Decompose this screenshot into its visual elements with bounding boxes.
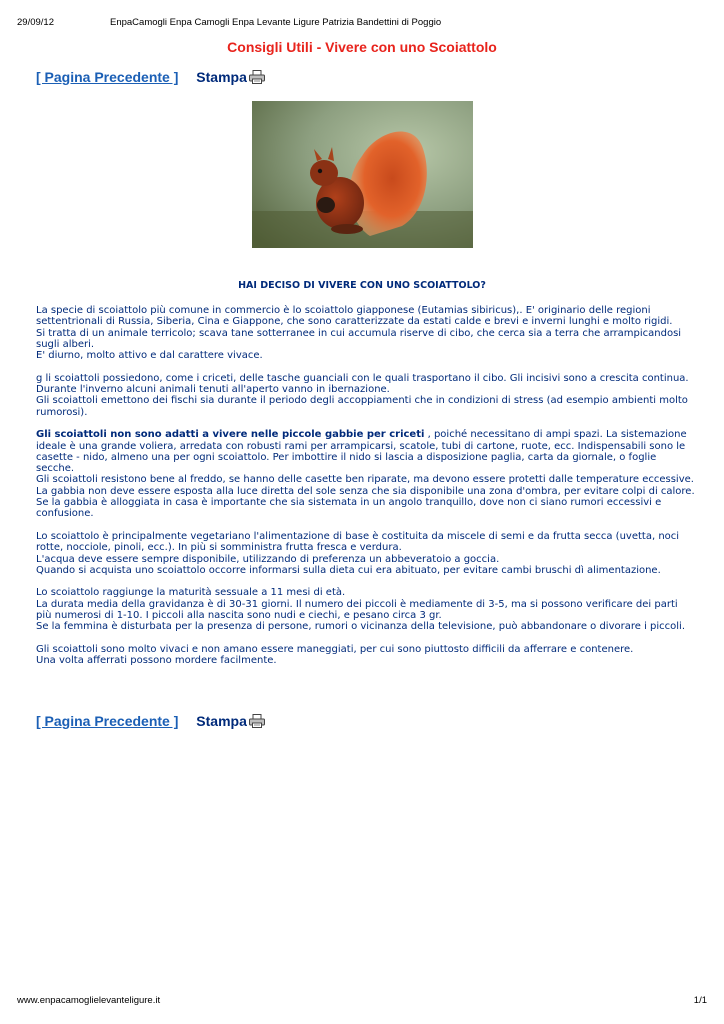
paragraph-line: La durata media della gravidanza è di 30-31 giorni. Il numero dei piccoli è mediamente di 3-5, ma si possono verificare dei parti più numerosi di 1-10. I piccoli alla nascita sono nudi e ciechi, e pesano circa 3 gr. [36, 598, 678, 622]
page-title: Consigli Utili - Vivere con uno Scoiattolo [227, 39, 497, 55]
paragraph [36, 587, 696, 632]
previous-page-link[interactable]: [ Pagina Precedente ] [36, 69, 179, 85]
paragraph [36, 531, 696, 576]
print-button[interactable] [196, 69, 265, 85]
paragraph-line: L'acqua deve essere sempre disponibile, utilizzando di preferenza un abbeveratoio a goccia. [36, 553, 500, 565]
footer-url: www.enpacamoglielevanteligure.it [17, 995, 161, 1006]
paragraph-line: Quando si acquista uno scoiattolo occorre informarsi sulla dieta cui era abituato, per evitare cambi bruschi dì alimentazione. [36, 564, 661, 576]
document-title: EnpaCamogli Enpa Camogli Enpa Levante Ligure Patrizia Bandettini di Poggio [110, 17, 442, 28]
paragraph [36, 644, 696, 667]
paragraph-line: Se la femmina è disturbata per la presenza di persone, rumori o vicinanza della televisione, può abbandonare o divorare i piccoli. [36, 621, 685, 633]
printer-icon [249, 70, 265, 87]
paragraph-line: Gli scoiattoli sono molto vivaci e non amano essere maneggiati, per cui sono piuttosto difficili da afferrare e contenere. [36, 643, 634, 655]
paragraph [36, 429, 696, 519]
section-heading: HAI DECISO DI VIVERE CON UNO SCOIATTOLO? [238, 280, 486, 291]
paragraph-line: Una volta afferrati possono mordere facilmente. [36, 655, 277, 667]
paragraph [36, 373, 696, 418]
print-label: Stampa [196, 713, 247, 729]
paragraph-line: Gli scoiattoli resistono bene al freddo, se hanno delle casette ben riparate, ma devono essere protetti dalle temperature eccessive. La gabbia non deve essere esposta alla luce diretta del sole senza che sia disponibile una zona d'ombra, per evitare colpi di calore. [36, 474, 695, 497]
paragraph-line: Lo scoiattolo raggiunge la maturità sessuale a 11 mesi di età. [36, 587, 346, 599]
squirrel-photo [252, 101, 473, 248]
print-date: 29/09/12 [17, 17, 54, 28]
paragraph-line: La specie di scoiattolo più comune in commercio è lo scoiattolo giapponese (Eutamias sibiricus),. E' originario delle regioni settentrionali di Russia, Siberia, Cina e Giappone, che sono caratterizzate da estati calde e brevi e inverni lunghi e molto rigidi. [36, 305, 673, 328]
nav-row-top [36, 69, 265, 87]
printer-icon [249, 714, 265, 731]
previous-page-link[interactable]: [ Pagina Precedente ] [36, 713, 179, 729]
print-label: Stampa [196, 69, 247, 85]
paragraph-line: Se la gabbia è alloggiata in casa è importante che sia sistemata in un angolo tranquillo, dove non ci siano rumori eccessivi e confusione. [36, 497, 662, 520]
paragraph-line: Si tratta di un animale terricolo; scava tane sotterranee in cui accumula riserve di cibo, che cerca sia a terra che arrampicandosi sugli alberi. [36, 327, 682, 350]
paragraph-line: Gli scoiattoli emettono dei fischi sia durante il periodo degli accoppiamenti che in condizioni di stress (ad esempio ambienti molto rumorosi). [36, 395, 688, 418]
bold-statement: Gli scoiattoli non sono adatti a vivere nelle piccole gabbie per criceti [36, 429, 425, 441]
paragraph [36, 305, 696, 361]
paragraph-line: E' diurno, molto attivo e dal carattere vivace. [36, 350, 263, 362]
print-button[interactable] [196, 713, 265, 729]
page-number: 1/1 [693, 995, 707, 1006]
nav-row-bottom [36, 713, 265, 731]
paragraph-line: g li scoiattoli possiedono, come i criceti, delle tasche guanciali con le quali trasportano il cibo. Gli incisivi sono a crescita continua. Durante l'inverno alcuni animali tenuti all'aperto vanno in ibernazione. [36, 372, 689, 396]
article-body [36, 305, 696, 678]
paragraph-line: Lo scoiattolo è principalmente vegetariano l'alimentazione di base è costituita da miscele di semi e da frutta secca (uvetta, noci rotte, nocciole, pinoli, ecc.). In più si somministra frutta fresca e verdura. [36, 530, 680, 554]
paragraph-line: , poiché necessitano di ampi spazi. La sistemazione ideale è una grande voliera, arredata con robusti rami per arrampicarsi, scatole, tubi di cartone, ruote, ecc. Indispensabili sono le casette - nido, almeno una per ogni scoiattolo. Per imbottire il nido si lascia a disposizione paglia, carta da giornale, o foglie secche. [36, 429, 687, 475]
